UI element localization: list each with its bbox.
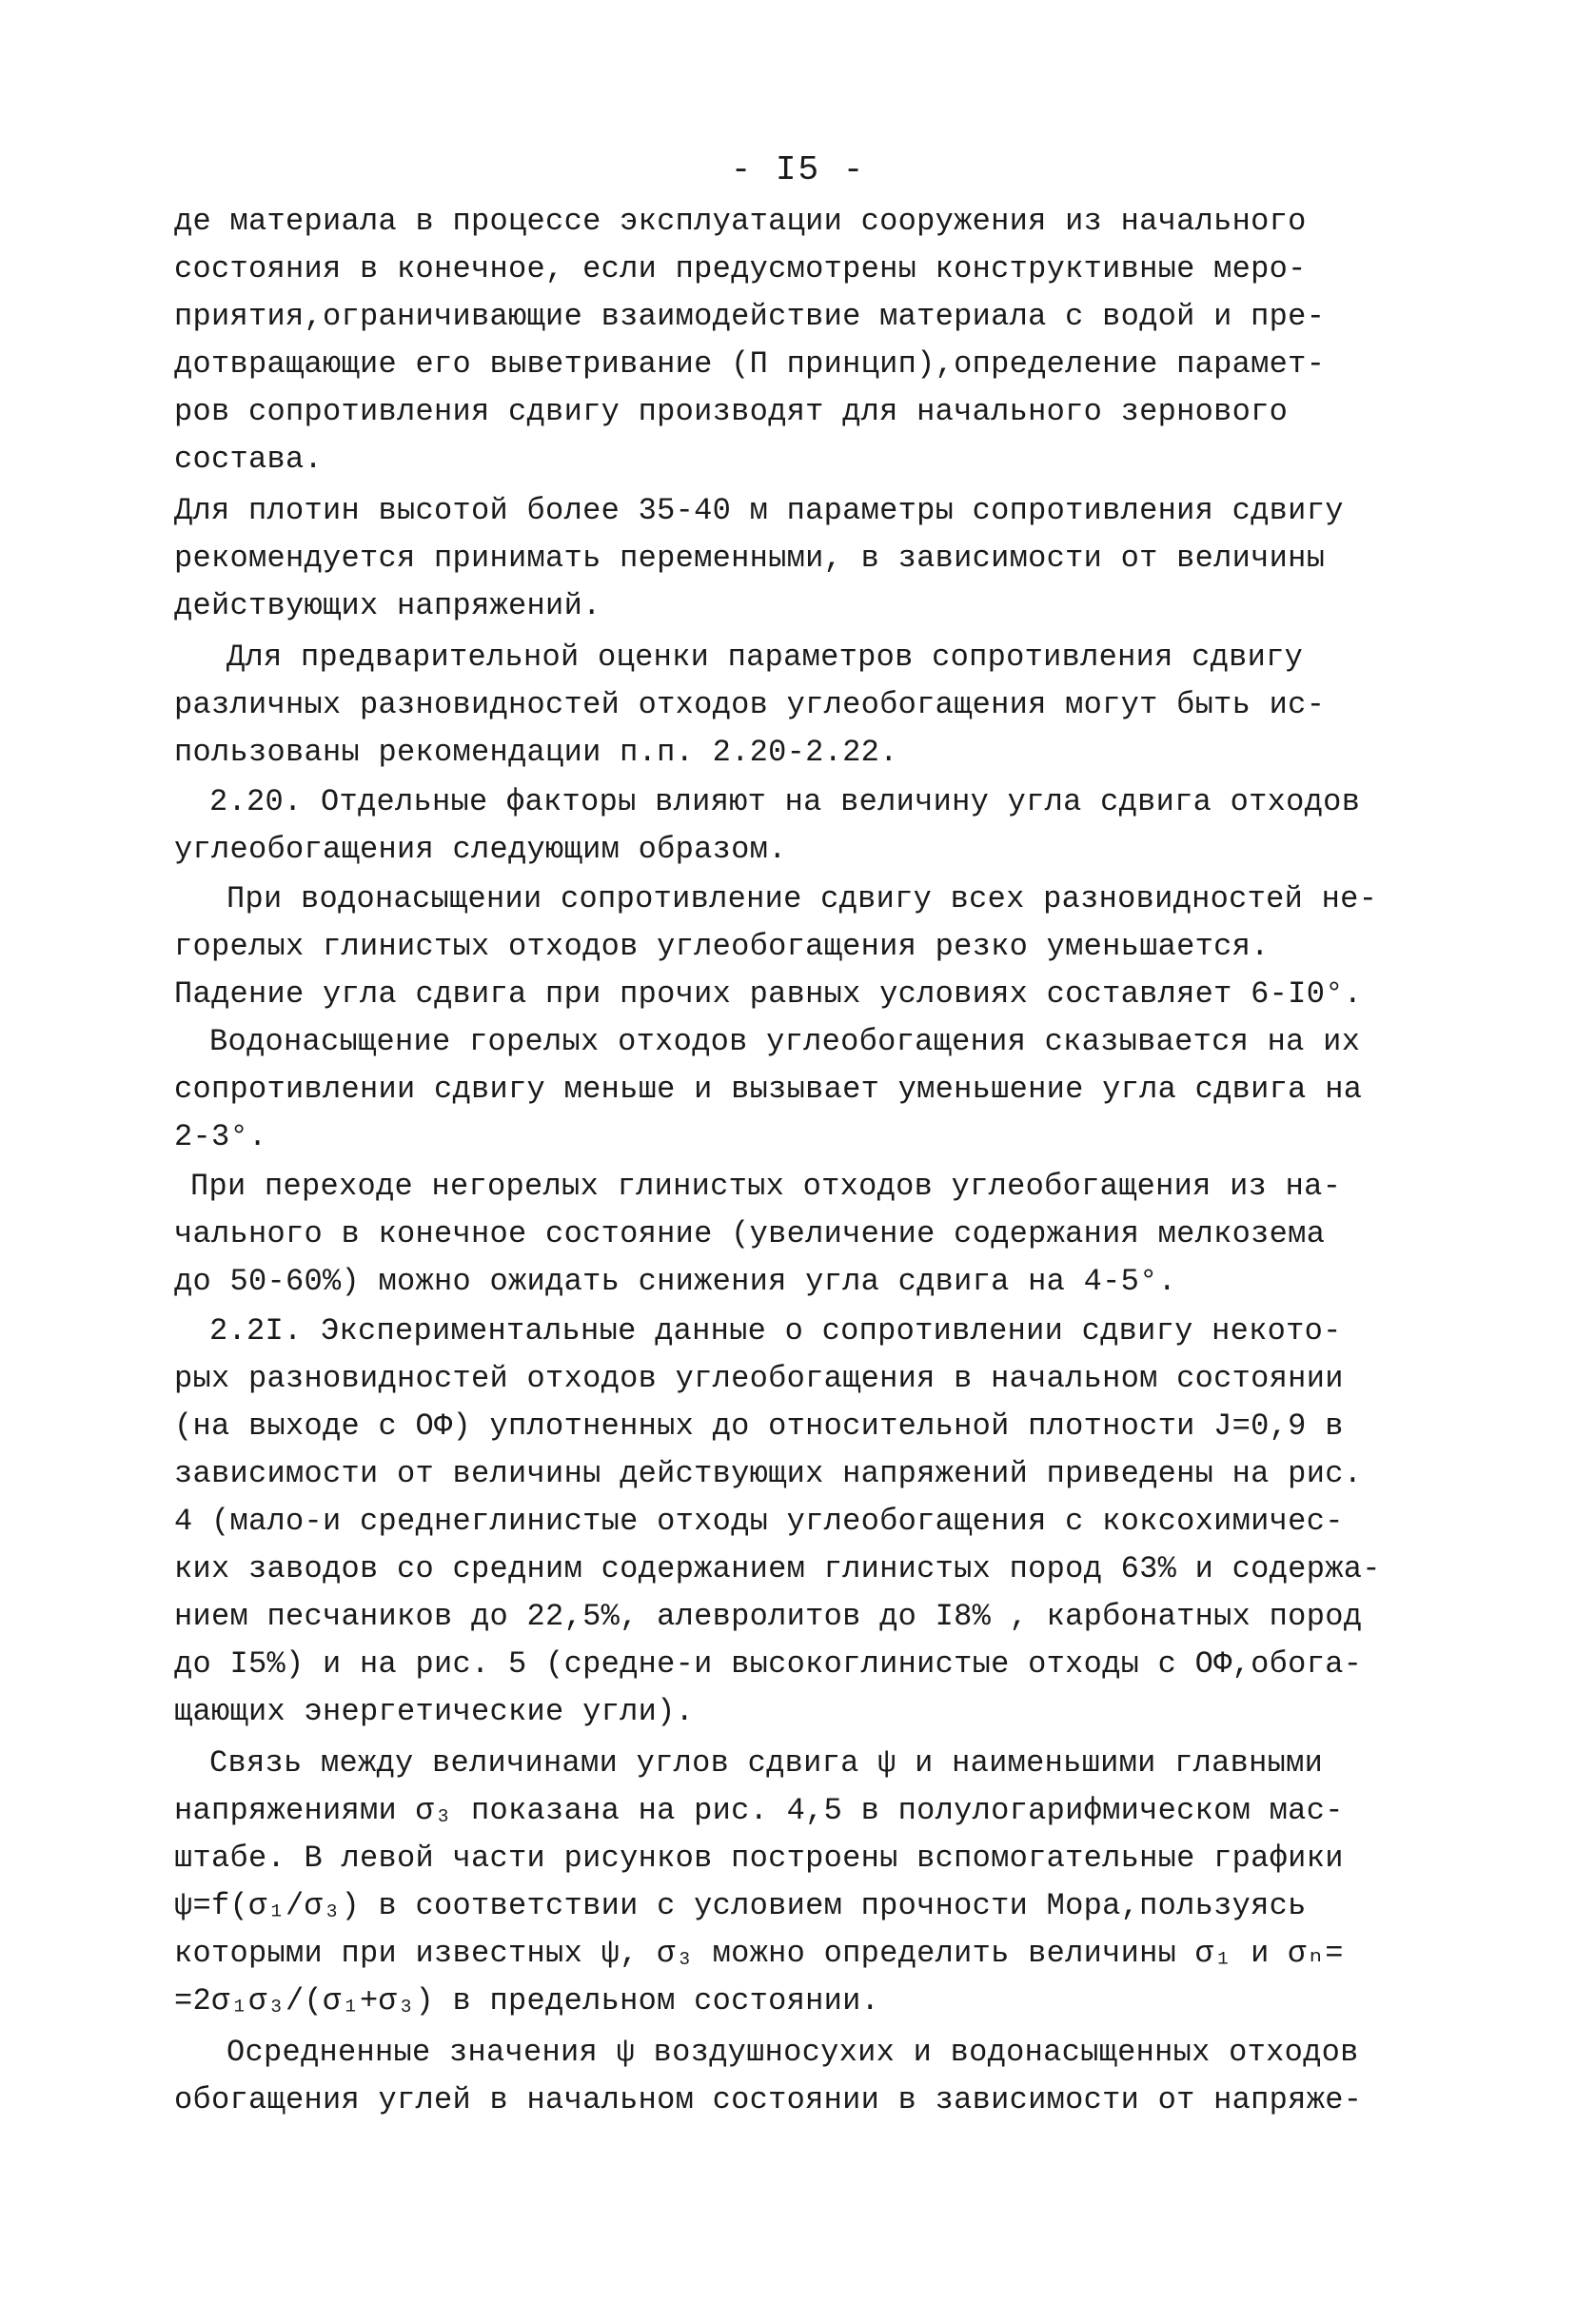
text-line: Осредненные значения ψ воздушносухих и водонасыщенных отходов: [227, 2035, 1359, 2070]
text-line: чального в конечное состояние (увеличение содержания мелкозема: [174, 1216, 1326, 1251]
text-line: Связь между величинами углов сдвига ψ и наименьшими главными: [209, 1745, 1324, 1781]
text-line: обогащения углей в начальном состоянии в зависимости от напряже-: [174, 2082, 1363, 2117]
text-line: Для плотин высотой более 35-40 м параметры сопротивления сдвигу: [174, 493, 1344, 528]
text-line: действующих напряжений.: [174, 588, 601, 623]
text-line: рых разновидностей отходов углеобогащения в начальном состоянии: [174, 1361, 1344, 1396]
text-line: сопротивлении сдвигу меньше и вызывает уменьшение угла сдвига на: [174, 1072, 1363, 1107]
text-line: горелых глинистых отходов углеобогащения резко уменьшается.: [174, 929, 1270, 964]
text-line: приятия,ограничивающие взаимодействие материала с водой и пре-: [174, 299, 1326, 334]
text-line: штабе. В левой части рисунков построены вспомогательные графики: [174, 1841, 1344, 1876]
text-line: При переходе негорелых глинистых отходов углеобогащения из на-: [190, 1169, 1342, 1204]
text-line: щающих энергетические угли).: [174, 1694, 695, 1729]
text-line: 2.20. Отдельные факторы влияют на величину угла сдвига отходов: [209, 784, 1361, 819]
text-line: ких заводов со средним содержанием глинистых пород 63% и содержа-: [174, 1551, 1381, 1586]
text-line: 4 (мало-и среднеглинистые отходы углеобогащения с коксохимичес-: [174, 1504, 1344, 1539]
text-line: до I5%) и на рис. 5 (средне-и высокоглинистые отходы с ОФ,обога-: [174, 1646, 1363, 1682]
text-line: углеобогащения следующим образом.: [174, 832, 787, 867]
text-line: (на выходе с ОФ) уплотненных до относительной плотности J=0,9 в: [174, 1408, 1344, 1444]
text-line: дотвращающие его выветривание (П принцип),определение парамет-: [174, 346, 1326, 382]
text-line: =2σ₁σ₃/(σ₁+σ₃) в предельном состоянии.: [174, 1983, 880, 2018]
text-line: Падение угла сдвига при прочих равных условиях составляет 6-I0°.: [174, 976, 1363, 1012]
text-line: Водонасыщение горелых отходов углеобогащения сказывается на их: [209, 1024, 1361, 1059]
text-line: состояния в конечное, если предусмотрены конструктивные меро-: [174, 251, 1307, 286]
text-line: ψ=f(σ₁/σ₃) в соответствии с условием прочности Мора,пользуясь: [174, 1888, 1307, 1923]
text-line: которыми при известных ψ, σ₃ можно определить величины σ₁ и σₙ=: [174, 1936, 1344, 1971]
text-line: ров сопротивления сдвигу производят для начального зернового: [174, 394, 1289, 429]
text-line: состава.: [174, 442, 324, 477]
text-line: зависимости от величины действующих напряжений приведены на рис.: [174, 1456, 1363, 1491]
text-line: нием песчаников до 22,5%, алевролитов до I8% , карбонатных пород: [174, 1599, 1363, 1634]
page-number: - I5 -: [730, 150, 866, 189]
text-line: Для предварительной оценки параметров сопротивления сдвигу: [227, 640, 1304, 675]
text-line: различных разновидностей отходов углеобогащения могут быть ис-: [174, 687, 1326, 722]
text-line: напряжениями σ₃ показана на рис. 4,5 в полулогарифмическом мас-: [174, 1793, 1344, 1828]
text-line: рекомендуется принимать переменными, в зависимости от величины: [174, 541, 1326, 576]
text-line: пользованы рекомендации п.п. 2.20-2.22.: [174, 735, 898, 770]
text-line: 2-3°.: [174, 1119, 267, 1154]
text-line: При водонасыщении сопротивление сдвигу всех разновидностей не-: [227, 881, 1378, 916]
text-line: до 50-60%) можно ожидать снижения угла сдвига на 4-5°.: [174, 1264, 1177, 1299]
text-line: 2.2I. Экспериментальные данные о сопротивлении сдвигу некото-: [209, 1313, 1342, 1349]
text-line: де материала в процессе эксплуатации сооружения из начального: [174, 204, 1307, 239]
